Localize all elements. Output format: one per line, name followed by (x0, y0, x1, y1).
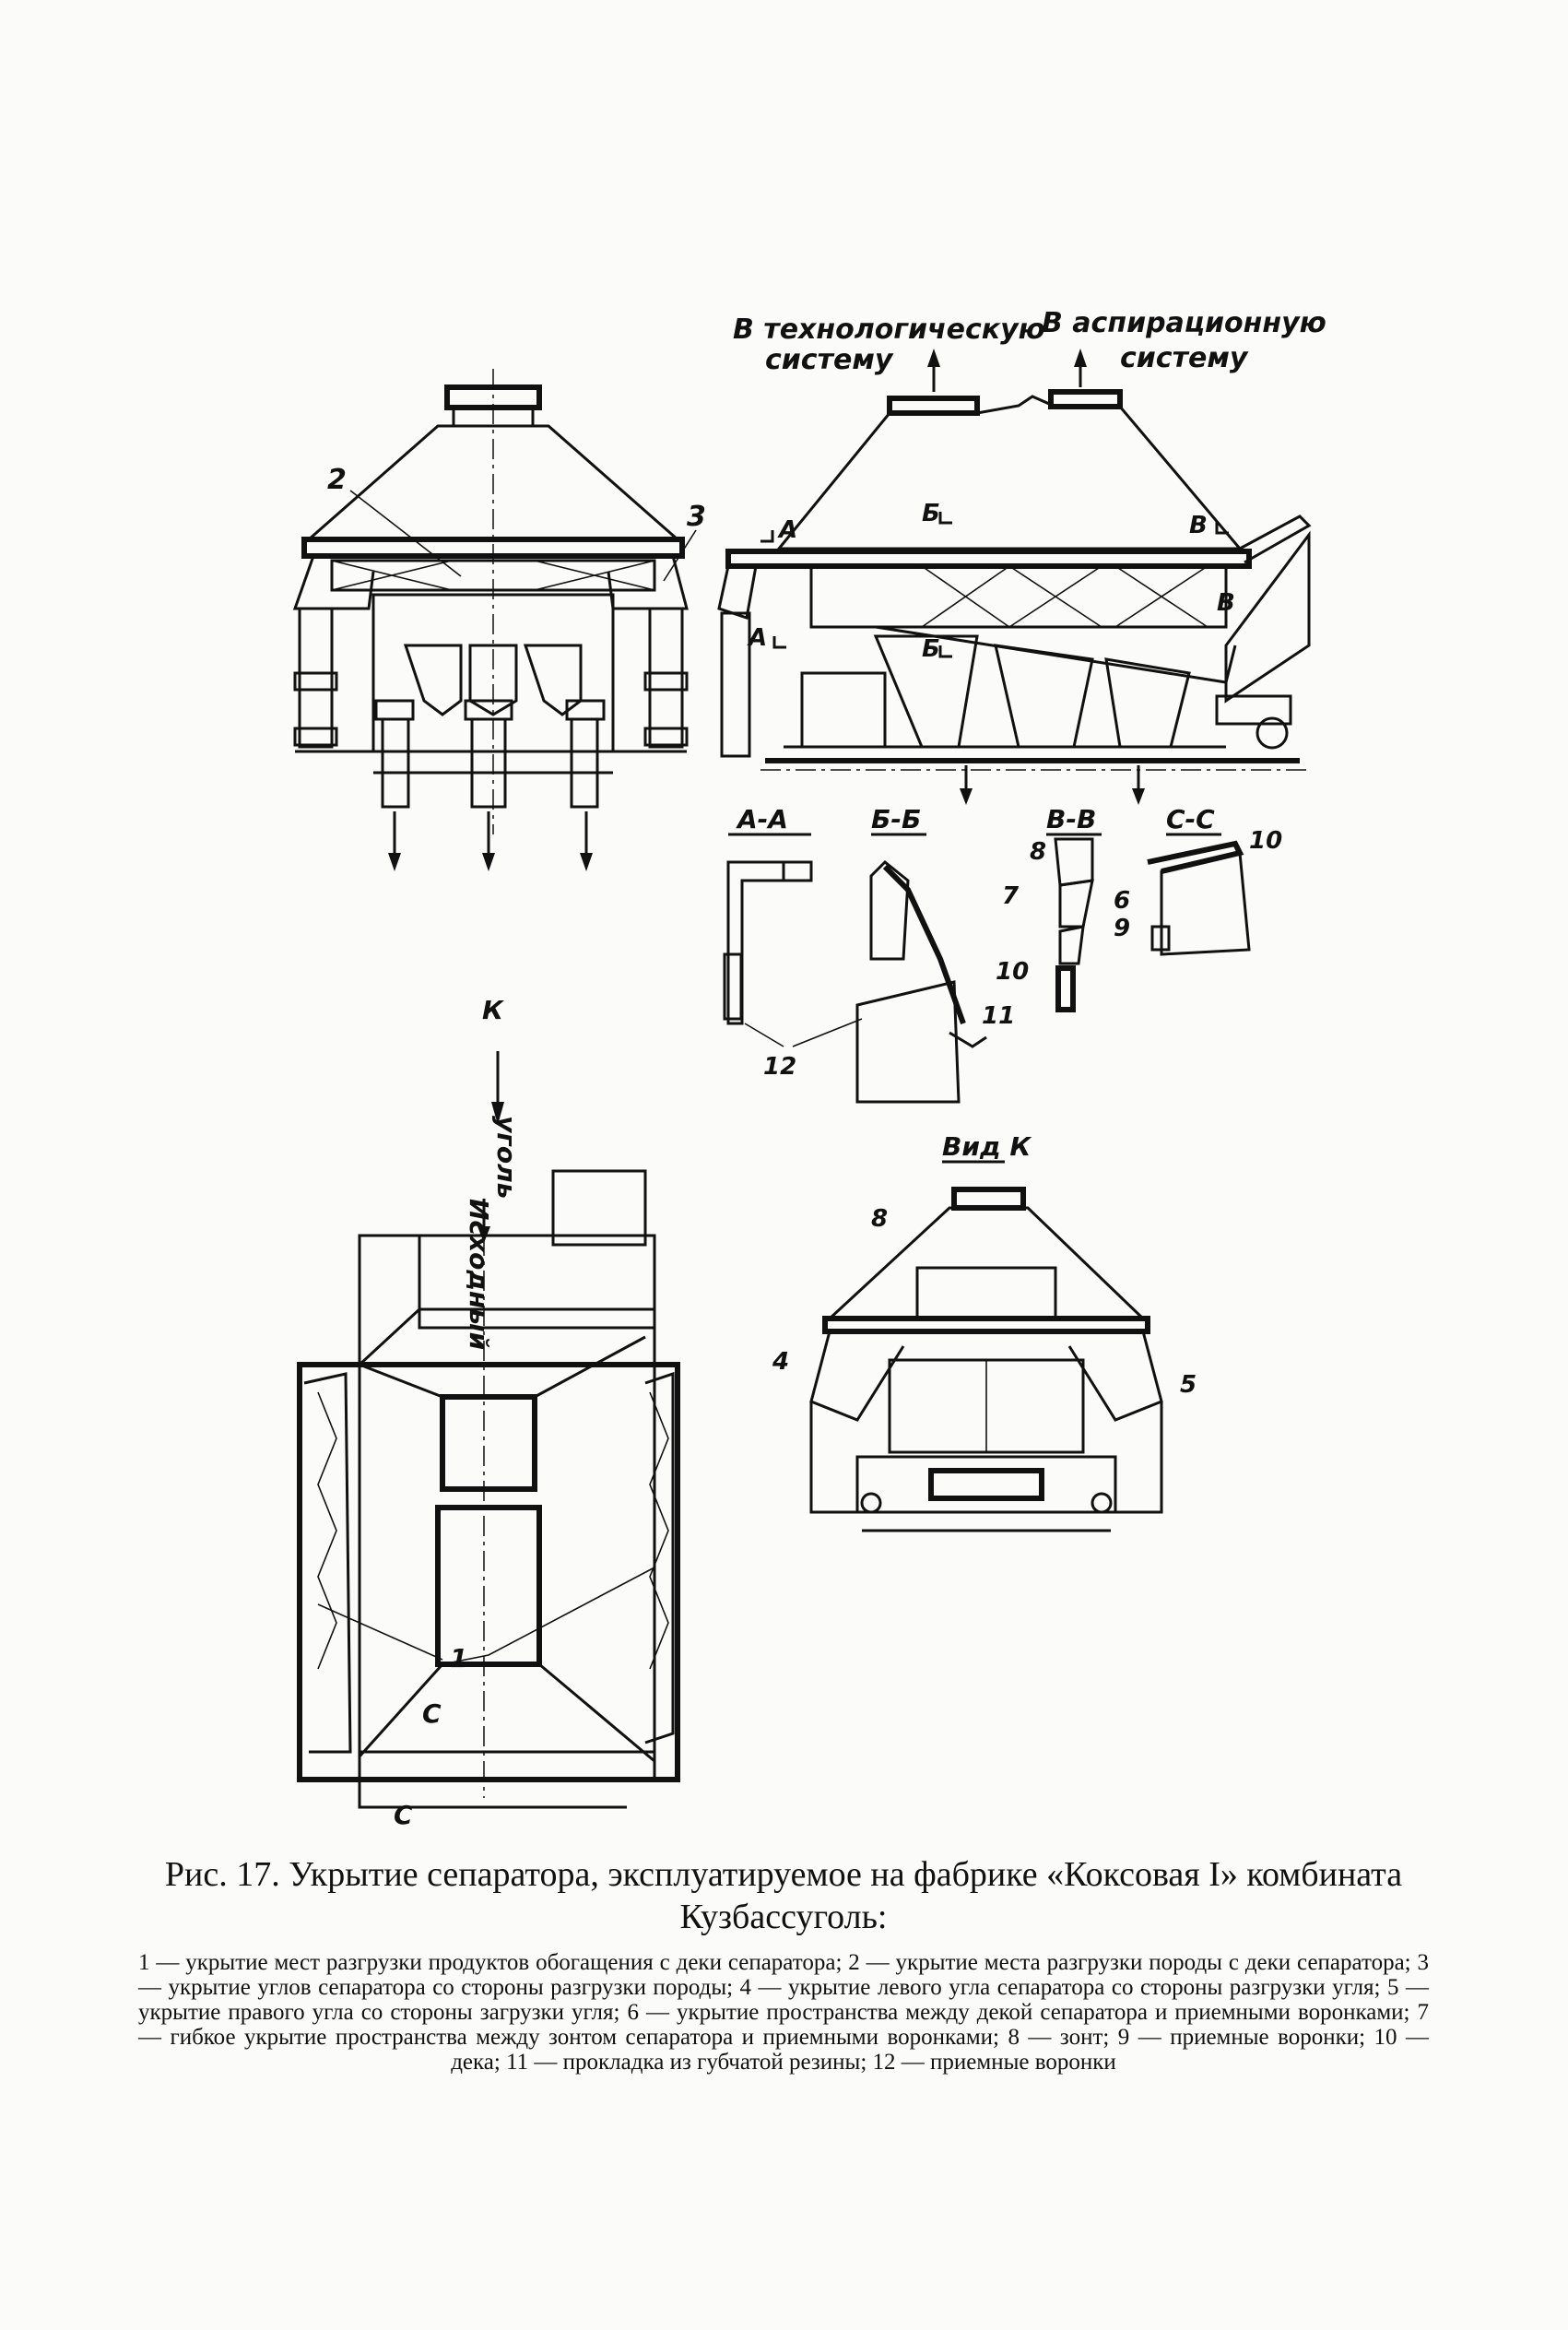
plan-view (300, 1051, 678, 1807)
view-k (811, 1189, 1161, 1531)
drawing-labels (327, 307, 1326, 1830)
label-to-tech-1: В технологическую (733, 313, 1045, 346)
callout-11: 11 (982, 1002, 1016, 1030)
callout-5: 5 (1180, 1371, 1197, 1399)
label-to-asp-2: систему (1120, 342, 1248, 374)
section-bb (857, 834, 986, 1102)
front-view (295, 369, 696, 871)
label-coal-2: уголь (491, 1116, 522, 1200)
mark-v-top: В (1189, 512, 1208, 539)
callout-10b: 10 (1249, 827, 1283, 855)
section-aa-title: А-А (737, 804, 788, 834)
callout-1: 1 (450, 1643, 468, 1674)
label-coal-1: Исходный (464, 1199, 494, 1351)
callout-7: 7 (1002, 882, 1020, 910)
mark-b-top: Б (922, 500, 940, 527)
label-to-tech-2: систему (765, 344, 893, 376)
section-bb-title: Б-Б (871, 804, 922, 834)
section-vv (1046, 834, 1102, 1010)
mark-c-upper: С (422, 1698, 442, 1729)
section-vv-title: В-В (1046, 804, 1097, 834)
view-k-title: Вид К (942, 1131, 1032, 1162)
callout-2: 2 (327, 464, 347, 496)
figure-caption-legend: 1 — укрытие мест разгрузки продуктов обогащения с деки сепаратора; 2 — укрытие места разгрузки породы с деки сепаратора; 3 — укрытие углов сепаратора со стороны разгрузки породы; 4 — укрытие левого угла сепаратора со стороны разгрузки угля; 5 — укрытие правого угла со стороны загрузки угля; 6 — укрытие пространства между декой сепаратора и приемными воронками; 7 — гибкое укрытие пространства между зонтом сепаратора и приемными воронками; 8 — зонт; 9 — приемные воронки; 10 — дека; 11 — прокладка из губчатой резины; 12 — приемные воронки (138, 1950, 1429, 2075)
section-cc-title: С-С (1166, 804, 1215, 834)
callout-4: 4 (772, 1348, 790, 1376)
mark-c-lower: С (394, 1800, 413, 1830)
section-aa (725, 834, 811, 1023)
mark-v-side: В (1217, 589, 1235, 617)
mark-b-low: Б (922, 635, 940, 663)
mark-a-top: А (779, 516, 798, 544)
mark-a-low: А (749, 624, 768, 652)
section-cc (1148, 834, 1249, 954)
callout-6: 6 (1114, 887, 1131, 915)
callout-12: 12 (763, 1053, 797, 1081)
side-view (719, 349, 1309, 805)
label-to-asp-1: В аспирационную (1042, 307, 1326, 339)
label-k: К (482, 995, 503, 1025)
figure-caption-title: Рис. 17. Укрытие сепаратора, эксплуатируемое на фабрике «Коксовая I» комбината Кузбассуголь: (164, 1855, 1403, 1936)
callout-8a: 8 (1030, 838, 1047, 866)
callout-3: 3 (687, 501, 706, 533)
callout-9: 9 (1114, 915, 1131, 942)
callout-8b: 8 (871, 1205, 889, 1233)
callout-10a: 10 (996, 958, 1030, 986)
